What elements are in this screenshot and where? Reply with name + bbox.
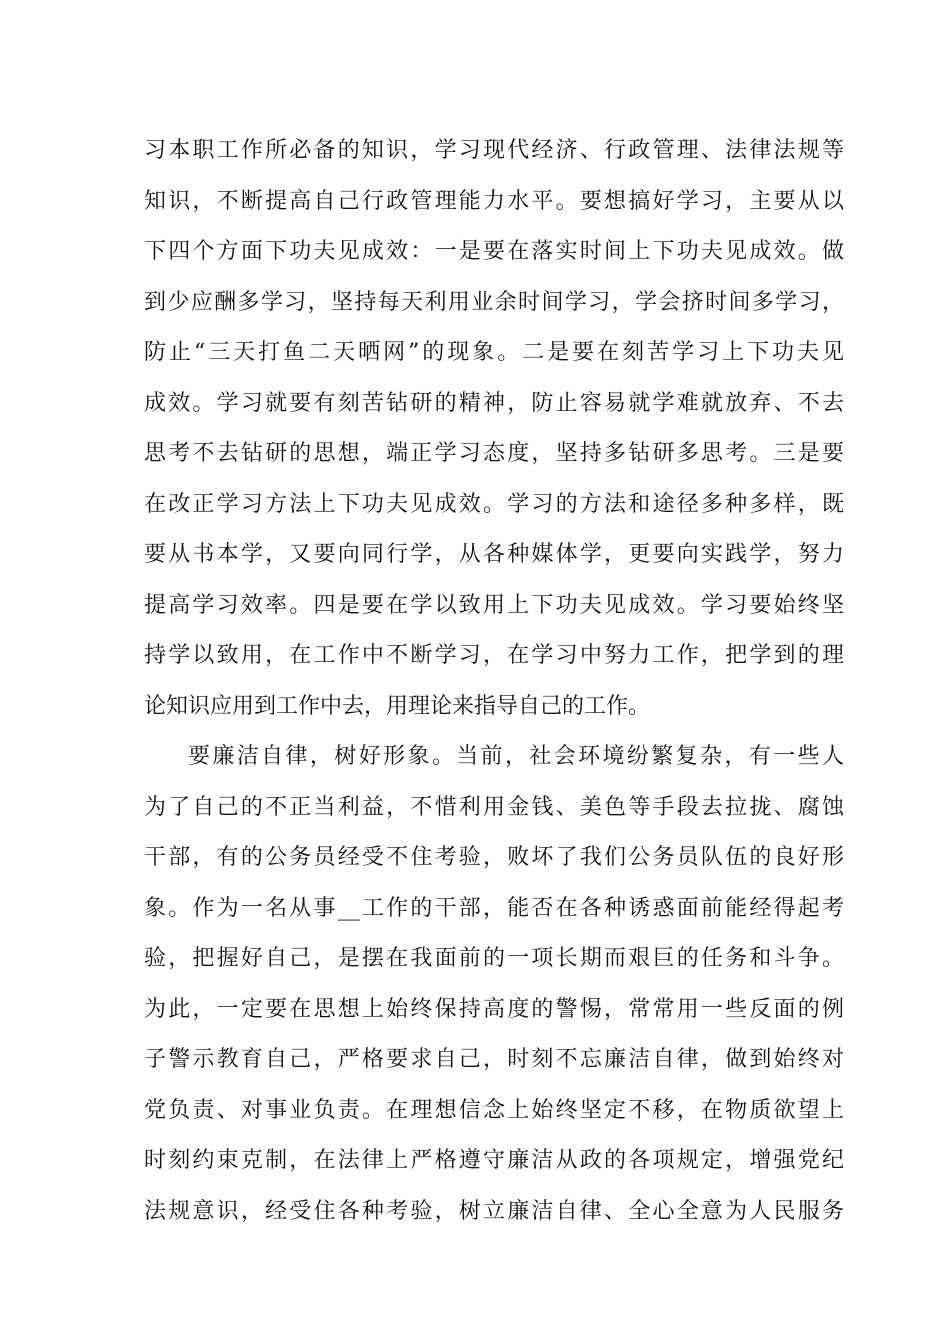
paragraph-line: 验，把握好自己，是摆在我面前的一项长期而艰巨的任务和斗争。 (144, 946, 844, 971)
paragraph-line: 防止“三天打鱼二天晒网”的现象。二是要在刻苦学习上下功夫见 (144, 340, 844, 365)
paragraph-line: 要廉洁自律，树好形象。当前，社会环境纷繁复杂，有一些人 (188, 744, 844, 769)
paragraph-line: 论知识应用到工作中去，用理论来指导自己的工作。 (144, 693, 651, 719)
paragraph-line: 成效。学习就要有刻苦钻研的精神，防止容易就学难就放弃、不去 (144, 390, 844, 416)
paragraph-line: 子警示教育自己，严格要求自己，时刻不忘廉洁自律，做到始终对 (144, 1047, 844, 1072)
paragraph-line: 时刻约束克制，在法律上严格遵守廉洁从政的各项规定，增强党纪 (144, 1148, 844, 1173)
paragraph-line: 在改正学习方法上下功夫见成效。学习的方法和途径多种多样，既 (144, 491, 844, 517)
paragraph-line: 到少应酬多学习，坚持每天利用业余时间学习，学会挤时间多学习， (144, 289, 844, 315)
paragraph-study (144, 126, 844, 732)
paragraph-line: 党负责、对事业负责。在理想信念上始终坚定不移，在物质欲望上 (144, 1097, 844, 1123)
paragraph-line: 提高学习效率。四是要在学以致用上下功夫见成效。学习要始终坚 (144, 592, 844, 618)
paragraph-line: 为此，一定要在思想上始终保持高度的警惕，常常用一些反面的例 (144, 996, 844, 1022)
paragraph-line: 持学以致用，在工作中不断学习，在学习中努力工作，把学到的理 (144, 643, 844, 668)
paragraph-line: 下四个方面下功夫见成效：一是要在落实时间上下功夫见成效。做 (144, 239, 844, 264)
paragraph-integrity (144, 732, 844, 1237)
paragraph-line: 思考不去钻研的思想，端正学习态度，坚持多钻研多思考。三是要 (144, 441, 844, 466)
paragraph-line: 法规意识，经受住各种考验，树立廉洁自律、全心全意为人民服务 (144, 1198, 844, 1224)
paragraph-line: 要从书本学，又要向同行学，从各种媒体学，更要向实践学，努力 (144, 542, 844, 567)
paragraph-line: 干部，有的公务员经受不住考验，败坏了我们公务员队伍的良好形 (144, 845, 844, 870)
paragraph-line: 习本职工作所必备的知识，学习现代经济、行政管理、法律法规等 (144, 138, 844, 163)
paragraph-line: 为了自己的不正当利益，不惜利用金钱、美色等手段去拉拢、腐蚀 (144, 794, 844, 820)
paragraph-line: 象。作为一名从事__工作的干部，能否在各种诱惑面前能经得起考 (144, 895, 844, 921)
paragraph-line: 知识，不断提高自己行政管理能力水平。要想搞好学习，主要从以 (144, 188, 844, 214)
